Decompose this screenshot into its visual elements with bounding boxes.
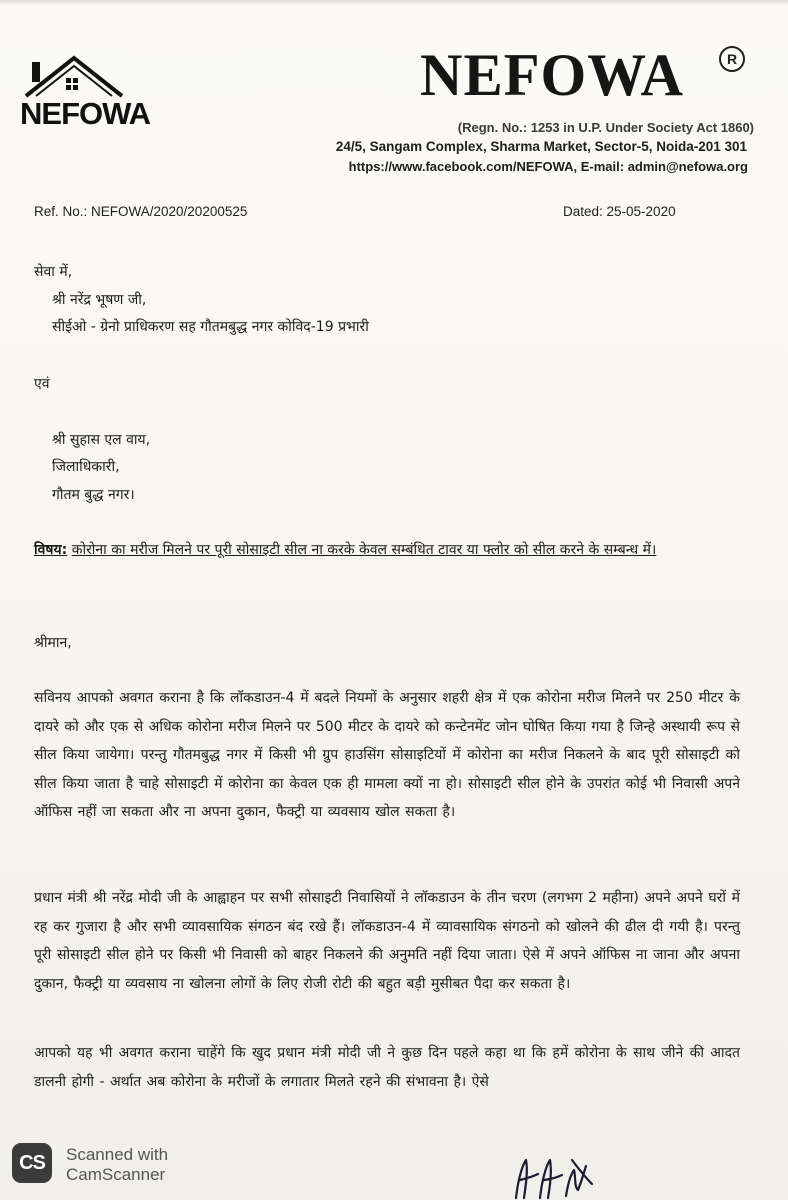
watermark-line-2: CamScanner xyxy=(66,1165,166,1184)
camscanner-logo-icon: CS xyxy=(12,1143,52,1183)
recipient-2-title: जिलाधिकारी, xyxy=(52,459,120,475)
body-paragraph-1: सविनय आपको अवगत कराना है कि लॉकडाउन-4 में बदले नियमों के अनुसार शहरी क्षेत्र में एक कोरोना मरीज मिलने पर 250 मीटर के दायरे को और एक से अधिक कोरोना मरीज मिलने पर 500 मीटर के दायरे को कन्टेनमेंट जोन घोषित किया गया है जिन्हे अस्थायी रूप से सील किया जायेगा। परन्तु गौतमबुद्ध नगर में किसी भी ग्रुप हाउसिंग सोसाइटियों में कोरोना का मरीज निकलने के बाद पूरी सोसाइटी को सील किया जाता है चाहे सोसाइटी में कोरोना का केवल एक ही मामला क्यों ना हो। सोसाइटी सील होने के उपरांत कोई भी निवासी अपने ऑफिस नहीं जा सकता और ना अपना दुकान, फैक्ट्री या व्यवसाय खोल सकता है। xyxy=(34,690,740,820)
org-name-heading: NEFOWA xyxy=(420,42,684,108)
recipient-1-name: श्री नरेंद्र भूषण जी, xyxy=(52,292,147,308)
scan-edge-shadow xyxy=(0,0,788,6)
registered-mark-icon: R xyxy=(719,46,745,72)
recipient-to: सेवा में, xyxy=(34,264,73,280)
nefowa-logo xyxy=(20,52,151,132)
salutation: श्रीमान, xyxy=(34,635,72,651)
subject-label: विषय: xyxy=(34,542,68,558)
camscanner-watermark xyxy=(66,1145,168,1185)
subject-text: कोरोना का मरीज मिलने पर पूरी सोसाइटी सील ना करके केवल सम्बंधित टावर या फ्लोर को सील करने के सम्बन्ध में। xyxy=(71,542,657,558)
recipient-2-place: गौतम बुद्ध नगर। xyxy=(52,487,135,503)
logo-wordmark: NEFOWA xyxy=(20,96,151,131)
subject-line xyxy=(34,536,734,564)
recipient-2-name: श्री सुहास एल वाय, xyxy=(52,432,151,448)
registration-line: (Regn. No.: 1253 in U.P. Under Society Act 1860) xyxy=(457,120,754,135)
recipient-1-title: सीईओ - ग्रेनो प्राधिकरण सह गौतमबुद्ध नगर कोविद-19 प्रभारी xyxy=(52,319,369,335)
letter-date: Dated: 25-05-2020 xyxy=(563,204,676,219)
watermark-line-1: Scanned with xyxy=(66,1145,169,1164)
recipient-and: एवं xyxy=(34,376,50,392)
body-paragraph-3: आपको यह भी अवगत कराना चाहेंगे कि खुद प्रधान मंत्री मोदी जी ने कुछ दिन पहले कहा था कि हमें कोरोना के साथ जीने की आदत डालनी होगी - अर्थात अब कोरोना के मरीजों के लगातार मिलते रहने की संभावना है। ऐसे xyxy=(34,1045,740,1090)
address-line: 24/5, Sangam Complex, Sharma Market, Sector-5, Noida-201 301 xyxy=(335,139,747,154)
reference-number: Ref. No.: NEFOWA/2020/20200525 xyxy=(34,204,248,219)
house-roof-icon xyxy=(20,52,128,100)
body-paragraph-2: प्रधान मंत्री श्री नरेंद्र मोदी जी के आह्वाहन पर सभी सोसाइटी निवासियों ने लॉकडाउन के तीन चरण (लगभग 2 महीना) अपने अपने घरों में रह कर गुजारा है और सभी व्यावसायिक संगठन बंद रखे हैं। लॉकडाउन-4 में व्यावसायिक संगठनो को खोलने की ढील दी गयी है। परन्तु पूरी सोसाइटी सील होने पर किसी भी निवासी को बाहर निकलने की अनुमति नहीं दिया जाता। ऐसे में अपने ऑफिस ना जाना और अपना दुकान, फैक्ट्री या व्यवसाय ना खोलना लोगों के लिए रोजी रोटी की बहुत बड़ी मुसीबत पैदा कर सकता है। xyxy=(34,890,740,992)
handwritten-signature xyxy=(508,1150,598,1200)
contact-line: https://www.facebook.com/NEFOWA, E-mail: admin@nefowa.org xyxy=(348,159,748,174)
